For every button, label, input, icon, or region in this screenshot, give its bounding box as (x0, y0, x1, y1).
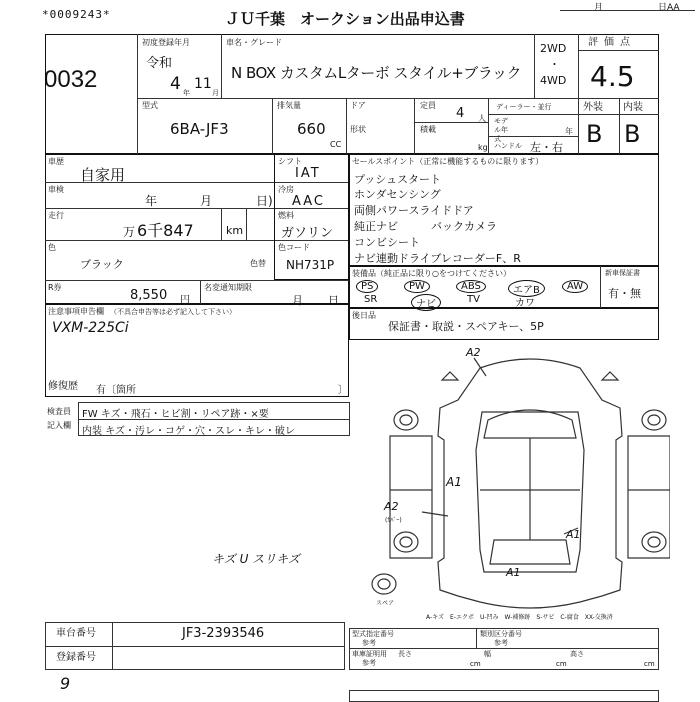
registration-label: 登録番号 (56, 652, 96, 663)
diagram-spare-label: スペア (376, 600, 395, 607)
notes-label: 注意事項申告欄 (48, 307, 104, 316)
notes-frame (45, 304, 349, 397)
handle-value: 左・右 (530, 141, 563, 154)
shift-label: シフト (278, 157, 302, 166)
shape-label: 形状 (350, 125, 366, 134)
score-value: 4.5 (590, 60, 635, 93)
inspector-line-2: 内装 キズ・汚レ・コゲ・穴・スレ・キレ・破レ (82, 426, 295, 437)
diagram-legend: A-キズ E-エクボ U-凹み W-補修跡 S-サビ C-腐食 XX-交換済 (426, 614, 613, 621)
sales-point-item: ホンダセンシング (354, 188, 441, 201)
attachments-label: 後日品 (352, 311, 376, 320)
displacement-value: 660 (297, 120, 326, 138)
barcode-serial: *0009243* (42, 8, 111, 21)
score-label: 評価点 (588, 37, 636, 48)
mileage-man: 万 (123, 225, 136, 239)
diagram-mark-a2-side: A2 (384, 500, 399, 513)
month-unit: 月 (212, 89, 219, 97)
interior-value: B (624, 120, 641, 148)
displacement-unit: CC (330, 140, 342, 149)
date-day: 日AA (658, 3, 680, 13)
color-value: ブラック (80, 258, 124, 271)
class-number-label: 類別区分番号 (480, 630, 522, 638)
inspector-line-1: FW キズ・飛石・ヒビ割・リペア跡・×要 (82, 409, 269, 420)
equip-abs-label: ABS (456, 280, 486, 293)
inspection-label: 車検 (48, 185, 64, 194)
garage-cert-ref: 参考 (362, 659, 376, 667)
sales-points-label: セールスポイント（正常に機能するものに限ります） (352, 157, 544, 166)
equip-pw-label: PW (404, 280, 430, 293)
mileage-value: 6千847 (137, 221, 194, 240)
fuel-value: ガソリン (281, 226, 334, 241)
drive-2wd: 2WD (540, 42, 567, 55)
color-label: 色 (48, 243, 56, 252)
page-title: ＪＵ千葉 オークション出品申込書 (225, 10, 465, 28)
load-label: 積載 (420, 125, 436, 134)
load-unit: kg (478, 143, 488, 152)
length-label: 長さ (398, 650, 412, 658)
recycle-value: 8,550 (130, 288, 168, 303)
scribble-mark: 9 (60, 674, 71, 693)
repair-close: 〕 (338, 385, 348, 396)
aircon-label: 冷房 (278, 185, 294, 194)
drive-4wd: 4WD (540, 74, 567, 87)
history-value: 自家用 (80, 166, 126, 184)
fuel-label: 燃料 (278, 211, 294, 220)
diagram-mark-note: (ｶﾊﾞｰ) (385, 517, 402, 524)
handle-label: ハンドル (494, 142, 522, 150)
first-reg-era: 令和 (146, 56, 173, 71)
equip-pw (404, 280, 430, 293)
date-month: 月 (594, 3, 604, 13)
color-tone-label: 色替 (250, 259, 266, 268)
diagram-mark-a1-upper: A1 (446, 475, 462, 489)
diagram-mark-a2-top: A2 (466, 346, 481, 359)
memo-handwritten: キズ U スリキズ (212, 552, 300, 566)
model-year-unit: 年 (565, 127, 573, 136)
first-reg-month: 11 (194, 76, 212, 92)
car-name-label: 車名・グレード (226, 38, 282, 47)
recycle-label: R券 (48, 283, 62, 292)
equip-navi-label: ナビ (411, 294, 441, 311)
equip-airbag-label: エアB (508, 280, 545, 297)
exterior-label: 外装 (583, 102, 603, 113)
doors-label: ドア (350, 101, 366, 110)
diagram-mark-a1-right: A1 (566, 528, 581, 541)
history-label: 車歴 (48, 157, 64, 166)
recycle-unit: 円 (180, 295, 190, 306)
width-unit: cm (556, 660, 567, 668)
equip-tv: TV (467, 294, 480, 305)
sales-point-item: 純正ナビ バックカメラ (354, 220, 497, 233)
model-type-label: 型式 (142, 101, 158, 110)
car-name-value: N BOX カスタムLターボ スタイル+ブラック (231, 64, 522, 82)
length-unit: cm (470, 660, 481, 668)
class-number-ref: 参考 (494, 639, 508, 647)
inspection-day: 日) (256, 194, 273, 208)
shift-value: IAT (295, 166, 321, 181)
sales-point-item: プッシュスタート (354, 173, 442, 186)
color-code-value: NH731P (286, 258, 335, 272)
exterior-value: B (586, 120, 603, 148)
chassis-value: JF3-2393546 (182, 626, 265, 641)
garage-cert-label: 車庫証明用 (352, 650, 387, 658)
notes-handwritten: VXM-225Ci (52, 320, 129, 336)
inspection-year: 年 (145, 194, 158, 208)
equip-ps-label: PS (356, 280, 378, 293)
capacity-value: 4 (456, 106, 465, 121)
sales-point-item: ナビ連動ドライブレコーダーF、R (354, 252, 521, 265)
height-label: 高さ (570, 650, 584, 658)
dealer-label: ディーラー・並行 (496, 103, 552, 111)
capacity-unit: 人 (478, 114, 486, 123)
new-warranty-value: 有・無 (608, 287, 641, 300)
model-type-value: 6BA-JF3 (170, 120, 229, 138)
diagram-mark-a1-lower: A1 (506, 566, 521, 579)
new-warranty-label: 新車保証書 (605, 269, 640, 277)
year-unit: 年 (183, 89, 190, 97)
lot-number: 0032 (44, 66, 98, 93)
inspector-label-2: 記入欄 (47, 421, 71, 430)
first-reg-year: 4 (170, 74, 181, 94)
height-unit: cm (644, 660, 655, 668)
mileage-label: 走行 (48, 211, 64, 220)
type-number-label: 型式指定番号 (352, 630, 394, 638)
inspector-label-1: 検査員 (47, 407, 71, 416)
drive-dot: ・ (549, 58, 560, 71)
equip-ps (356, 280, 378, 293)
sales-point-item: コンビシート (354, 236, 420, 249)
repair-label: 修復歴 (48, 381, 78, 392)
equip-aw-label: AW (562, 280, 588, 293)
displacement-label: 排気量 (277, 101, 301, 110)
model-year-label: モデル年式 (494, 117, 508, 143)
name-change-month: 月 (292, 294, 303, 307)
bottom-stamp-box (349, 690, 659, 702)
capacity-label: 定員 (420, 101, 436, 110)
notes-sub: （不具合申告等は必ず記入して下さい） (110, 308, 236, 316)
chassis-label: 車台番号 (56, 628, 96, 639)
aircon-value: AAC (292, 194, 325, 209)
name-change-label: 名変通知期限 (204, 283, 252, 292)
color-code-label: 色コード (278, 243, 310, 252)
mileage-unit: km (226, 224, 244, 237)
type-number-ref: 参考 (362, 639, 376, 647)
first-reg-label: 初度登録年月 (142, 38, 190, 47)
interior-label: 内装 (623, 102, 643, 113)
equip-abs (456, 280, 486, 293)
inspection-month: 月 (200, 194, 213, 208)
equip-sr: SR (364, 294, 378, 305)
attachments-value: 保証書・取説・スペアキー、5P (388, 320, 544, 333)
name-change-day: 日 (328, 294, 339, 307)
equipment-label: 装備品（純正品に限り○をつけてください） (352, 269, 511, 278)
sales-point-item: 両側パワースライドドア (354, 204, 474, 217)
equip-aw (562, 280, 588, 293)
repair-value: 有〔箇所 (96, 385, 136, 396)
width-label: 幅 (484, 650, 491, 658)
equip-leather: カワ (515, 298, 535, 309)
